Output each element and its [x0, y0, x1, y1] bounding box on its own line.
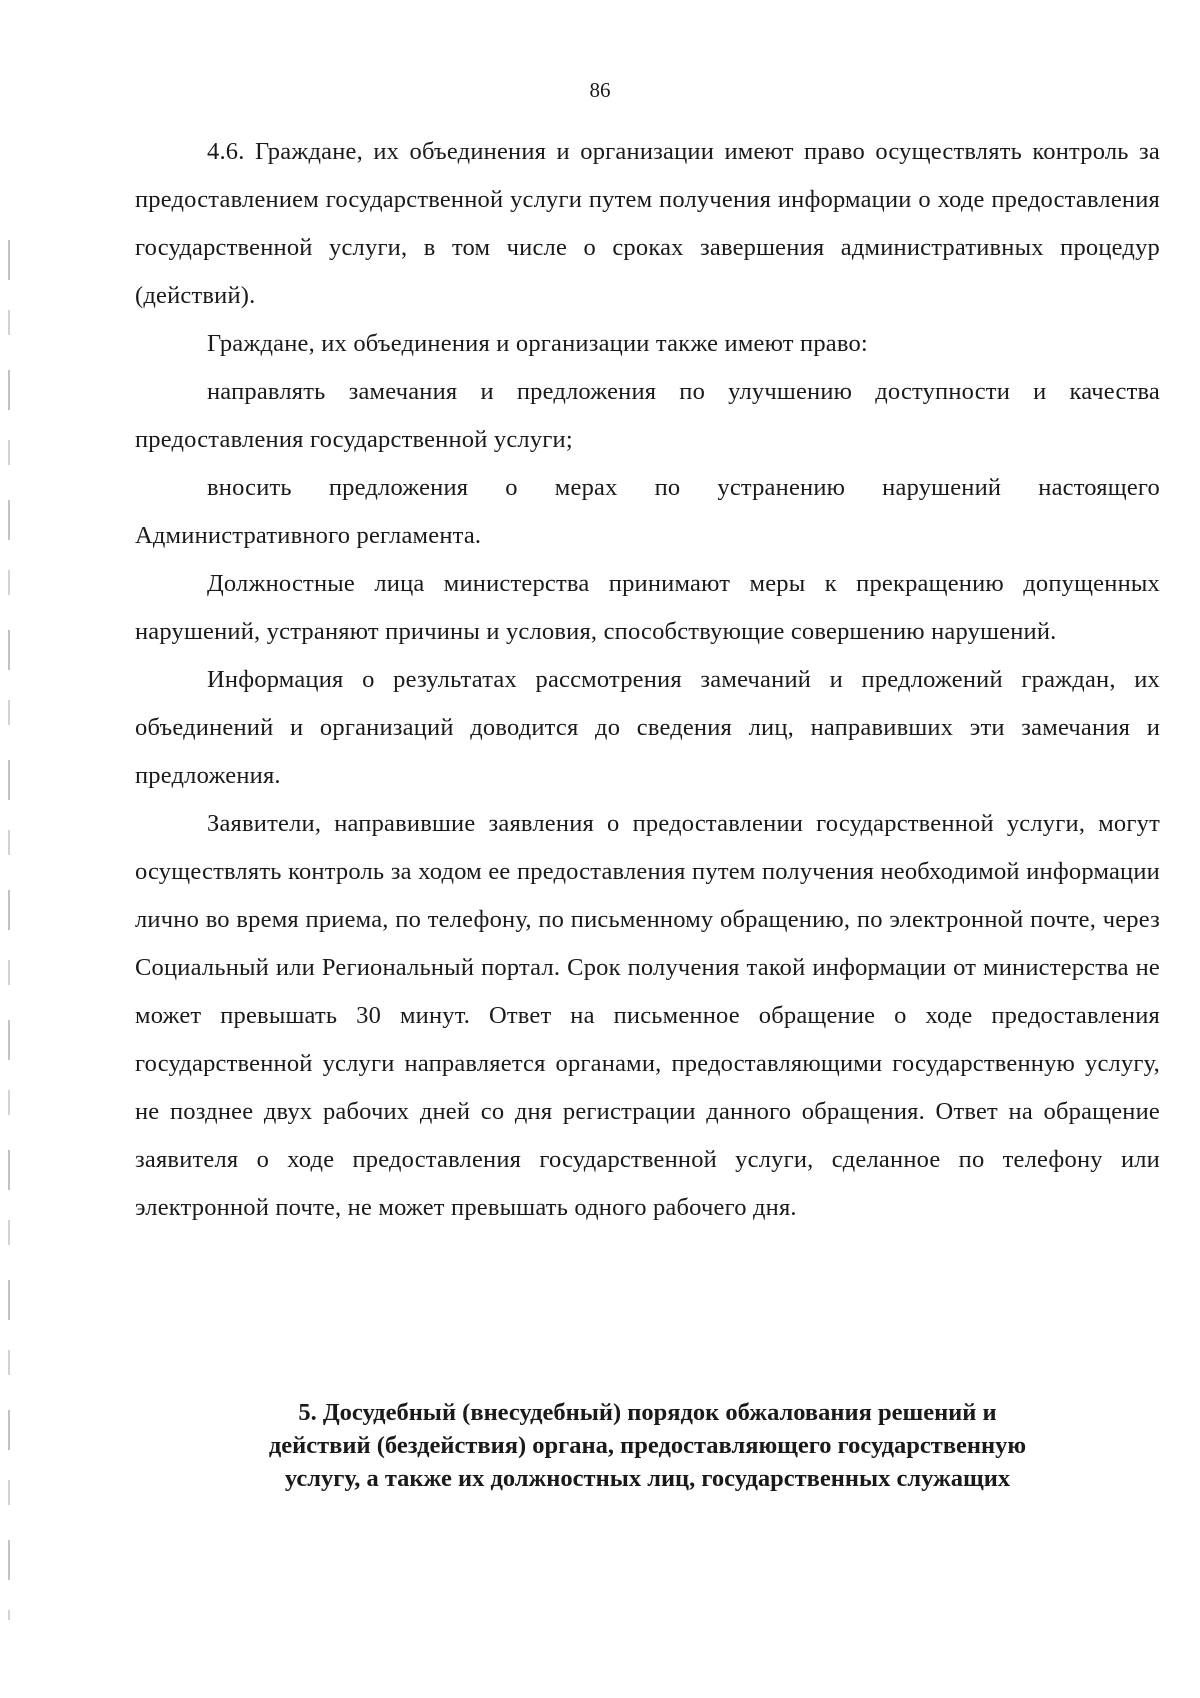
paragraph-right-remarks: направлять замечания и предложения по улучшению доступности и качества предоставления государственной услуги;: [135, 378, 1160, 453]
paragraph-right-proposals: вносить предложения о мерах по устранению нарушений настоящего Административного регламента.: [135, 474, 1160, 549]
paragraph-rights-intro: Граждане, их объединения и организации также имеют право:: [207, 330, 868, 357]
paragraph-review-results: Информация о результатах рассмотрения замечаний и предложений граждан, их объединений и организаций доводится до сведения лиц, направивших эти замечания и предложения.: [135, 666, 1160, 789]
paragraph-officials-measures: Должностные лица министерства принимают меры к прекращению допущенных нарушений, устраняют причины и условия, способствующие совершению нарушений.: [135, 570, 1160, 645]
paragraph-4-6: 4.6. Граждане, их объединения и организации имеют право осуществлять контроль за предоставлением государственной услуги путем получения информации о ходе предоставления государственной услуги, в том числе о сроках завершения административных процедур (действий).: [135, 138, 1160, 309]
heading-line: услугу, а также их должностных лиц, государственных служащих: [284, 1465, 1011, 1492]
section-5-heading: [135, 1396, 1160, 1495]
heading-line: 5. Досудебный (внесудебный) порядок обжалования решений и: [298, 1399, 997, 1426]
page-number: 86: [589, 78, 611, 102]
heading-line: действий (бездействия) органа, предоставляющего государственную: [268, 1432, 1027, 1459]
document-body: [135, 128, 1160, 1232]
scan-edge-marks: [8, 240, 10, 1620]
paragraph-applicants-control: Заявители, направившие заявления о предоставлении государственной услуги, могут осуществлять контроль за ходом ее предоставления путем получения необходимой информации лично во время приема, по телефону, по письменному обращению, по электронной почте, через Социальный или Региональный портал. Срок получения такой информации от министерства не может превышать 30 минут. Ответ на письменное обращение о ходе предоставления государственной услуги направляется органами, предоставляющими государственную услугу, не позднее двух рабочих дней со дня регистрации данного обращения. Ответ на обращение заявителя о ходе предоставления государственной услуги, сделанное по телефону или электронной почте, не может превышать одного рабочего дня.: [135, 810, 1160, 1221]
